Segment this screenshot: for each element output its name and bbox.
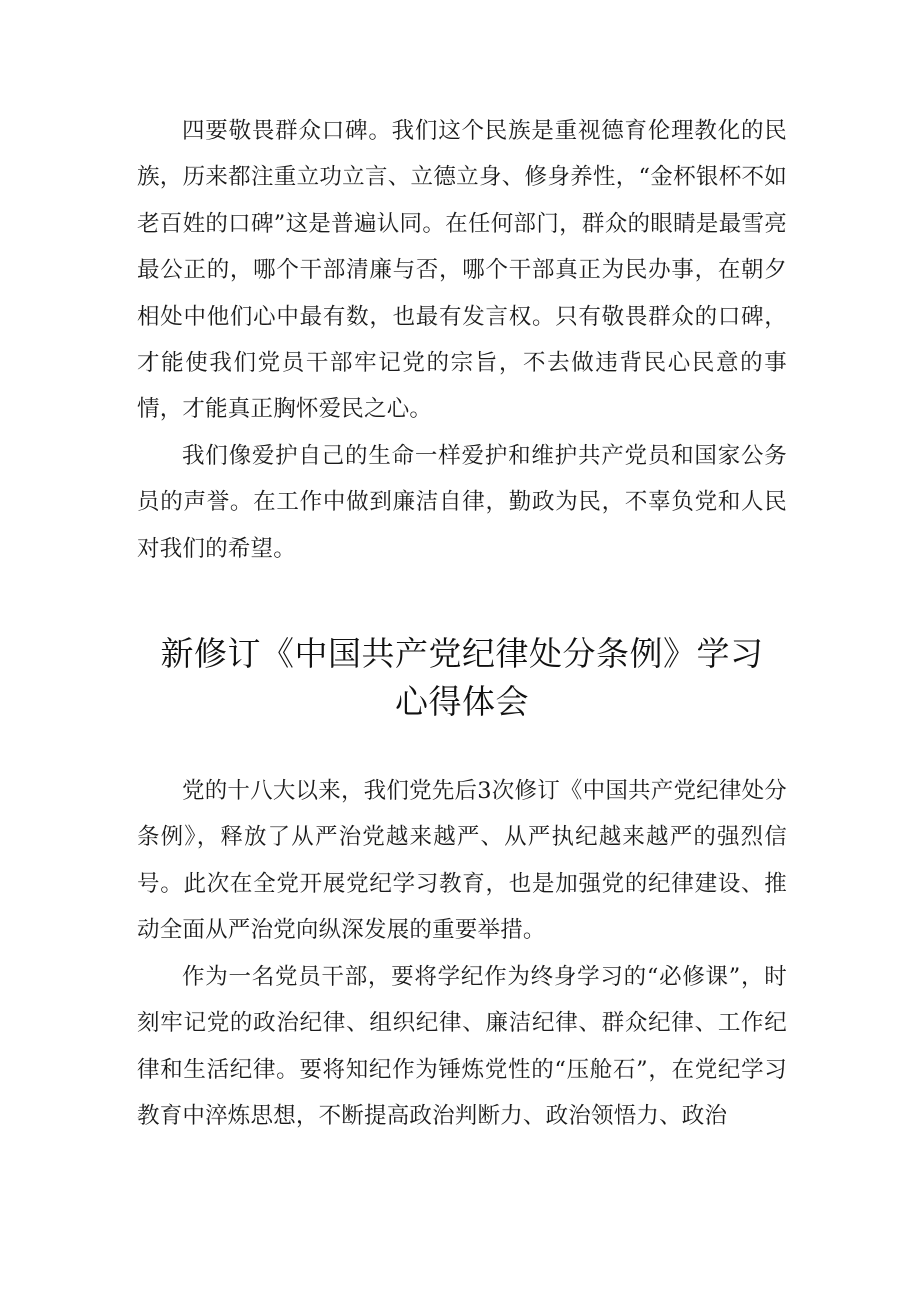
paragraph: 党的十八大以来，我们党先后3次修订《中国共产党纪律处分条例》，释放了从严治党越来越严、从严执纪越来越严的强烈信号。此次在全党开展党纪学习教育，也是加强党的纪律建设、推动全面从严治党向纵深发展的重要举措。 xyxy=(137,778,787,944)
section-body xyxy=(137,768,787,1139)
paragraph: 作为一名党员干部，要将学纪作为终身学习的“必修课”，时刻牢记党的政治纪律、组织纪律、廉洁纪律、群众纪律、工作纪律和生活纪律。要将知纪作为锤炼党性的“压舱石”，在党纪学习教育中淬炼思想，不断提高政治判断力、政治领悟力、政治 xyxy=(137,963,787,1129)
section-title-line: 心得体会 xyxy=(395,682,529,722)
paragraph: 我们像爱护自己的生命一样爱护和维护共产党员和国家公务员的声誉。在工作中做到廉洁自律，勤政为民，不辜负党和人民对我们的希望。 xyxy=(137,442,787,562)
section-title xyxy=(137,630,787,726)
paragraph: 四要敬畏群众口碑。我们这个民族是重视德育伦理教化的民族，历来都注重立功立言、立德立身、修身养性，“金杯银杯不如老百姓的口碑”这是普遍认同。在任何部门，群众的眼睛是最雪亮最公正的，哪个干部清廉与否，哪个干部真正为民办事，在朝夕相处中他们心中最有数，也最有发言权。只有敬畏群众的口碑，才能使我们党员干部牢记党的宗旨，不去做违背民心民意的事情，才能真正胸怀爱民之心。 xyxy=(137,118,787,423)
section-title-line: 新修订《中国共产党纪律处分条例》学习 xyxy=(160,634,764,674)
document-content xyxy=(137,108,787,1139)
